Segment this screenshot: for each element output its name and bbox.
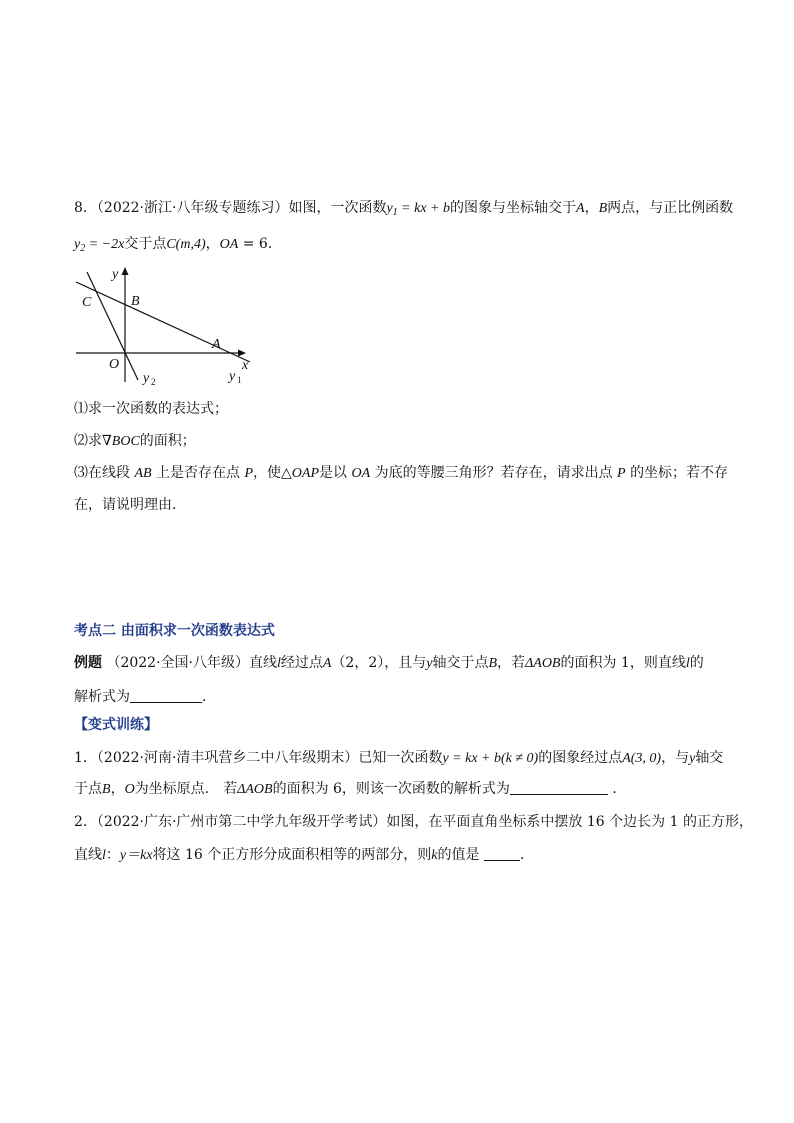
math-y2 xyxy=(74,237,124,252)
label-y2-sub: 2 xyxy=(151,377,156,387)
coordinate-figure xyxy=(70,262,260,387)
variant-1-line-2 xyxy=(74,779,626,800)
variant-2-line-1: 2．（2022·广东·广州市第二中学九年级开学考试）如图，在平面直角坐标系中摆放 16 个边长为 1 的正方形， xyxy=(74,814,753,830)
var: OA xyxy=(351,466,371,481)
var: B xyxy=(598,201,608,216)
var: l xyxy=(276,656,281,671)
label-y: y xyxy=(112,267,119,282)
var: l xyxy=(102,848,106,863)
text: ， xyxy=(584,200,599,216)
problem-number: 8． xyxy=(74,200,97,216)
text: 的图象与坐标轴交于 xyxy=(450,200,576,216)
text: 轴交于点 xyxy=(432,655,489,671)
text: ． xyxy=(519,847,534,863)
expression: = −2x xyxy=(85,237,125,252)
text: 如图，一次函数 xyxy=(288,200,387,216)
x-axis-arrow xyxy=(238,350,246,357)
text: ，若 xyxy=(497,655,526,671)
text: = 6． xyxy=(238,236,282,252)
text: 经过点 xyxy=(280,655,323,671)
label-y2: y xyxy=(143,371,150,386)
expression: = kx + b xyxy=(397,201,450,216)
text: ⑵求 xyxy=(74,433,102,449)
text: 的 xyxy=(689,655,704,671)
triangle-aob: ΔAOB xyxy=(525,656,561,671)
expression: y = kx + b(k ≠ 0) xyxy=(442,751,539,766)
line-y1 xyxy=(76,282,250,362)
label-o: O xyxy=(109,357,120,372)
label-c: C xyxy=(82,295,92,310)
text: 为坐标原点． 若 xyxy=(134,781,238,797)
subscript: 1 xyxy=(392,207,398,218)
var: k xyxy=(431,848,438,863)
math-y1 xyxy=(386,201,450,216)
variant-2-line-2 xyxy=(74,845,534,866)
text: 上是否存在点 xyxy=(156,465,241,481)
point-a: A(3, 0) xyxy=(622,751,662,766)
text: ， xyxy=(205,236,220,252)
triangle-boc: ∇BOC xyxy=(102,434,140,449)
question-2 xyxy=(74,431,196,452)
text: 的面积为 1，则直线 xyxy=(560,655,686,671)
text: 于点 xyxy=(74,781,102,797)
variant-1-line-1 xyxy=(74,748,723,769)
text: 将这 16 个正方形分成面积相等的两部分，则 xyxy=(152,847,432,863)
text: 为底的等腰三角形？若存在，请求出点 xyxy=(374,465,613,481)
subscript: 2 xyxy=(80,243,86,254)
var: P xyxy=(617,466,626,481)
text: ，与 xyxy=(661,750,690,766)
triangle-aob: ΔAOB xyxy=(237,782,273,797)
text: ，使 xyxy=(253,465,282,481)
text: 1．（2022·河南·清丰巩营乡二中八年级期末）已知一次函数 xyxy=(74,750,443,766)
var: y xyxy=(689,751,696,766)
var: B xyxy=(488,656,498,671)
label-y1-sub: 1 xyxy=(237,375,242,385)
question-3-line-1 xyxy=(74,463,728,484)
example-label: 例题 xyxy=(74,655,102,671)
var: AB xyxy=(134,466,152,481)
text: 两点，与正比例函数 xyxy=(607,200,734,216)
text: 的面积为 6，则该一次函数的解析式为 xyxy=(272,781,510,797)
problem-8-line-1 xyxy=(74,198,733,223)
answer-blank[interactable] xyxy=(484,846,520,861)
text: ， xyxy=(110,781,125,797)
text: ⑶在线段 xyxy=(74,465,130,481)
text: （2022·全国·八年级）直线 xyxy=(106,655,277,671)
text: 交于点 xyxy=(124,236,167,252)
var: A xyxy=(322,656,332,671)
section-title: 考点二 由面积求一次函数表达式 xyxy=(74,623,275,639)
example-line-2 xyxy=(74,687,216,707)
text: ． xyxy=(612,781,627,797)
var: y xyxy=(386,201,393,216)
answer-blank[interactable] xyxy=(510,780,608,795)
y-axis-arrow xyxy=(122,267,129,275)
question-3-line-2: 在，请说明理由． xyxy=(74,497,186,513)
text: 直线 xyxy=(74,847,102,863)
var: l xyxy=(685,656,690,671)
var: A xyxy=(576,201,585,216)
label-y1: y xyxy=(229,369,236,384)
text: 的坐标；若不存 xyxy=(630,465,729,481)
var: OA xyxy=(219,237,239,252)
triangle-oap: △OAP xyxy=(281,466,320,481)
text: 的图象经过点 xyxy=(538,750,623,766)
text: 轴交 xyxy=(695,750,724,766)
var: B xyxy=(102,782,111,797)
text: 解析式为 xyxy=(74,689,130,705)
problem-source: （2022·浙江·八年级专题练习） xyxy=(96,200,289,216)
point-c: C(m,4) xyxy=(166,237,206,252)
text: （2，2），且与 xyxy=(331,655,427,671)
question-1: ⑴求一次函数的表达式； xyxy=(74,401,228,417)
text: ． xyxy=(202,689,216,705)
text: 的面积； xyxy=(139,433,196,449)
var: O xyxy=(124,782,135,797)
var: y xyxy=(74,237,81,252)
var: P xyxy=(244,466,254,481)
example-line-1 xyxy=(74,653,704,674)
label-b: B xyxy=(131,294,140,309)
expression: y＝kx xyxy=(119,848,153,863)
text: 的值是 xyxy=(437,847,484,863)
text: ： xyxy=(105,847,120,863)
problem-8-line-2 xyxy=(74,234,282,259)
text: 是以 xyxy=(319,465,348,481)
variant-header: 【变式训练】 xyxy=(74,717,158,733)
answer-blank[interactable] xyxy=(130,688,202,703)
label-a: A xyxy=(212,337,221,352)
var: y xyxy=(426,656,433,671)
label-x: x xyxy=(242,358,249,373)
